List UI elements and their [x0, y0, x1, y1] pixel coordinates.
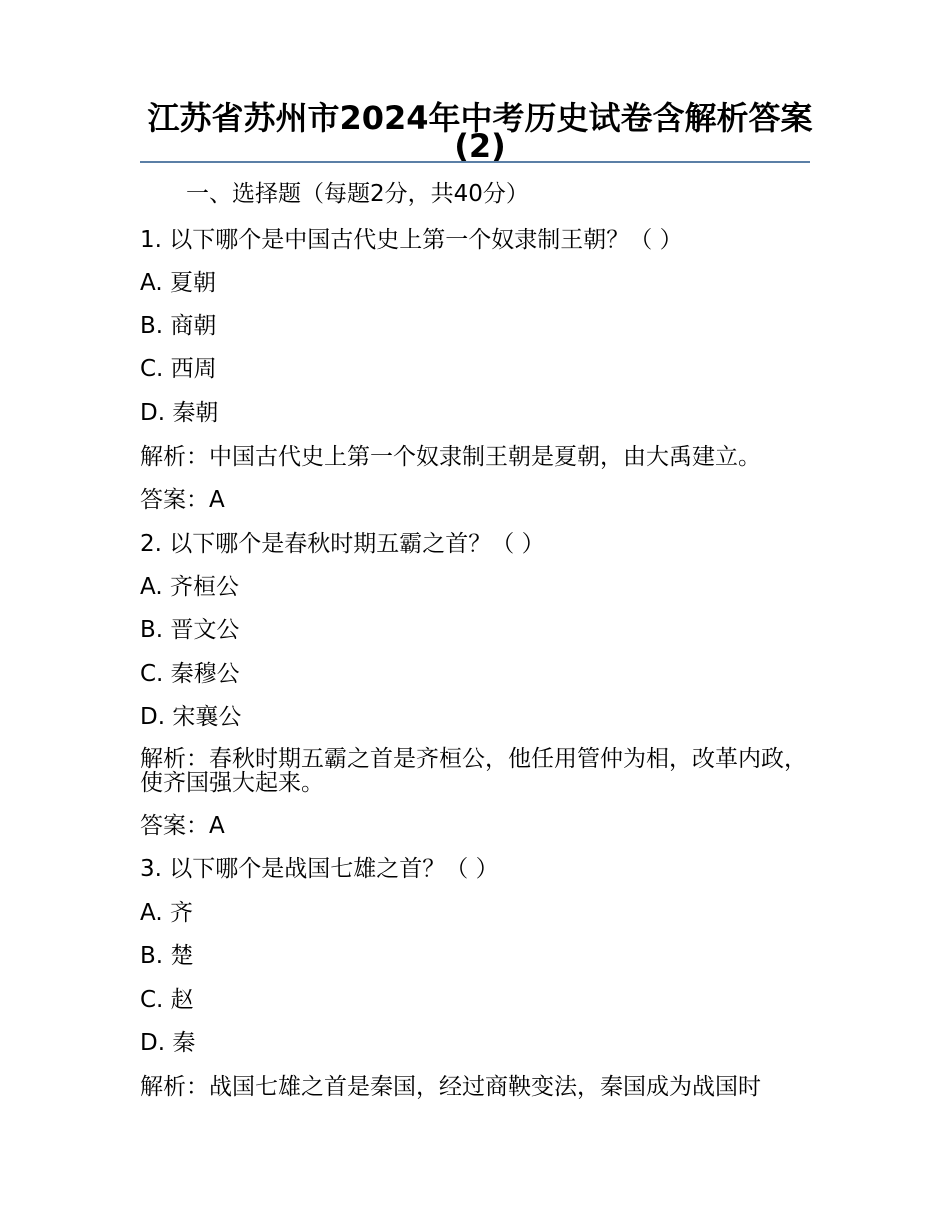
question-1-option-d: D. 秦朝 [140, 400, 219, 426]
question-1-analysis: 解析：中国古代史上第一个奴隶制王朝是夏朝，由大禹建立。 [140, 444, 761, 470]
question-2-option-a: A. 齐桓公 [140, 574, 239, 600]
question-2-analysis: 解析：春秋时期五霸之首是齐桓公，他任用管仲为相，改革内政，使齐国强大起来。 [140, 746, 807, 796]
question-1-option-b: B. 商朝 [140, 313, 217, 339]
question-3-option-a: A. 齐 [140, 900, 193, 926]
section-heading: 一、选择题（每题2分，共40分） [186, 181, 529, 207]
question-1-answer: 答案：A [140, 487, 225, 513]
question-3-option-c: C. 赵 [140, 987, 194, 1013]
question-1-option-a: A. 夏朝 [140, 270, 216, 296]
question-1-option-c: C. 西周 [140, 356, 217, 382]
question-3: 3. 以下哪个是战国七雄之首？（ ） [140, 856, 499, 882]
question-3-analysis: 解析：战国七雄之首是秦国，经过商鞅变法，秦国成为战国时 [140, 1074, 761, 1100]
question-2-option-c: C. 秦穆公 [140, 661, 240, 687]
question-3-option-b: B. 楚 [140, 943, 194, 969]
title-divider [140, 161, 810, 163]
question-1: 1. 以下哪个是中国古代史上第一个奴隶制王朝？（ ） [140, 227, 683, 253]
question-2-option-d: D. 宋襄公 [140, 704, 242, 730]
question-3-option-d: D. 秦 [140, 1030, 196, 1056]
question-2-option-b: B. 晋文公 [140, 617, 240, 643]
question-2-answer: 答案：A [140, 813, 225, 839]
document-title: 江苏省苏州市2024年中考历史试卷含解析答案(2) [147, 99, 813, 165]
question-2: 2. 以下哪个是春秋时期五霸之首？（ ） [140, 531, 545, 557]
